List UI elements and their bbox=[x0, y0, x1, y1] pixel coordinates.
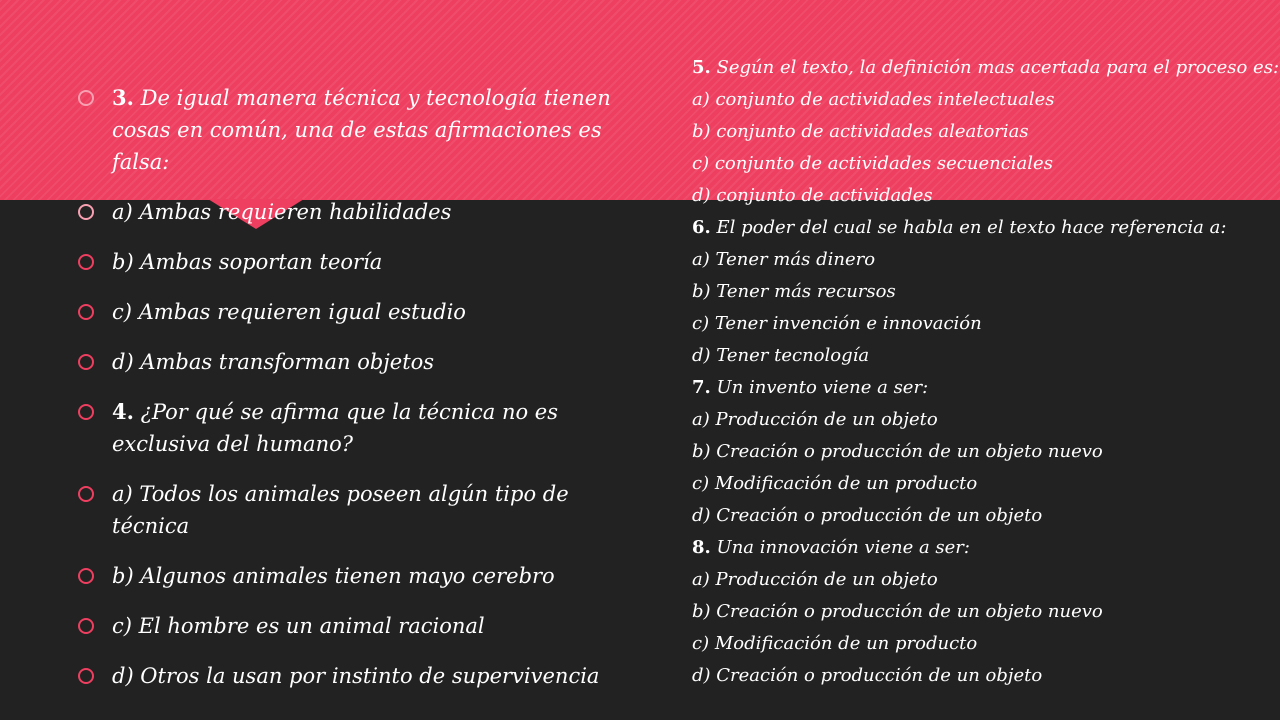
option-4c bbox=[78, 610, 638, 642]
option-3b bbox=[78, 246, 638, 278]
question-text: Un invento viene a ser: bbox=[716, 377, 929, 398]
option-8b: b) Creación o producción de un objeto nuevo bbox=[692, 601, 1103, 622]
option-5c: c) conjunto de actividades secuenciales bbox=[692, 153, 1053, 174]
question-text: Una innovación viene a ser: bbox=[716, 537, 970, 558]
right-question-list bbox=[692, 52, 1280, 692]
bullet-icon bbox=[78, 668, 94, 684]
bullet-icon bbox=[78, 568, 94, 584]
bullet-icon bbox=[78, 254, 94, 270]
question-4 bbox=[78, 396, 638, 460]
question-3 bbox=[78, 82, 638, 178]
bullet-icon bbox=[78, 304, 94, 320]
question-number: 5. bbox=[692, 57, 711, 78]
question-8 bbox=[692, 532, 1252, 564]
option-3a bbox=[78, 196, 638, 228]
option-4d bbox=[78, 660, 638, 692]
question-6 bbox=[692, 212, 1252, 244]
question-number: 7. bbox=[692, 377, 711, 398]
option-6b: b) Tener más recursos bbox=[692, 281, 896, 302]
option-text: a) Ambas requieren habilidades bbox=[112, 200, 452, 224]
option-text: c) Ambas requieren igual estudio bbox=[112, 300, 466, 324]
bullet-icon bbox=[78, 204, 94, 220]
question-text: ¿Por qué se afirma que la técnica no es exclusiva del humano? bbox=[112, 400, 558, 456]
option-5d: d) conjunto de actividades bbox=[692, 185, 933, 206]
question-number: 3. bbox=[112, 85, 134, 110]
question-text: De igual manera técnica y tecnología tienen cosas en común, una de estas afirmaciones es falsa: bbox=[112, 86, 611, 174]
bullet-icon bbox=[78, 354, 94, 370]
option-6d: d) Tener tecnología bbox=[692, 345, 870, 366]
option-text: a) Todos los animales poseen algún tipo de técnica bbox=[112, 482, 569, 538]
option-4b bbox=[78, 560, 638, 592]
option-6c: c) Tener invención e innovación bbox=[692, 313, 982, 334]
question-7 bbox=[692, 372, 1252, 404]
option-8a: a) Producción de un objeto bbox=[692, 569, 938, 590]
option-text: b) Algunos animales tienen mayo cerebro bbox=[112, 564, 555, 588]
option-8c: c) Modificación de un producto bbox=[692, 633, 978, 654]
question-text: Según el texto, la definición mas acertada para el proceso es: bbox=[716, 57, 1280, 78]
option-7c: c) Modificación de un producto bbox=[692, 473, 978, 494]
bullet-icon bbox=[78, 618, 94, 634]
question-number: 4. bbox=[112, 399, 134, 424]
option-5b: b) conjunto de actividades aleatorias bbox=[692, 121, 1029, 142]
option-6a: a) Tener más dinero bbox=[692, 249, 876, 270]
question-number: 8. bbox=[692, 537, 711, 558]
option-8d: d) Creación o producción de un objeto bbox=[692, 665, 1043, 686]
bullet-icon bbox=[78, 90, 94, 106]
option-text: b) Ambas soportan teoría bbox=[112, 250, 383, 274]
option-4a bbox=[78, 478, 638, 542]
bullet-icon bbox=[78, 404, 94, 420]
question-text: El poder del cual se habla en el texto hace referencia a: bbox=[716, 217, 1227, 238]
option-text: d) Ambas transforman objetos bbox=[112, 350, 435, 374]
option-7a: a) Producción de un objeto bbox=[692, 409, 938, 430]
question-number: 6. bbox=[692, 217, 711, 238]
option-3d bbox=[78, 346, 638, 378]
option-text: d) Otros la usan por instinto de supervivencia bbox=[112, 664, 600, 688]
option-7b: b) Creación o producción de un objeto nuevo bbox=[692, 441, 1103, 462]
option-3c bbox=[78, 296, 638, 328]
bullet-icon bbox=[78, 486, 94, 502]
option-text: c) El hombre es un animal racional bbox=[112, 614, 485, 638]
question-5 bbox=[692, 52, 1280, 84]
left-question-list bbox=[78, 82, 638, 710]
option-7d: d) Creación o producción de un objeto bbox=[692, 505, 1043, 526]
option-5a: a) conjunto de actividades intelectuales bbox=[692, 89, 1055, 110]
